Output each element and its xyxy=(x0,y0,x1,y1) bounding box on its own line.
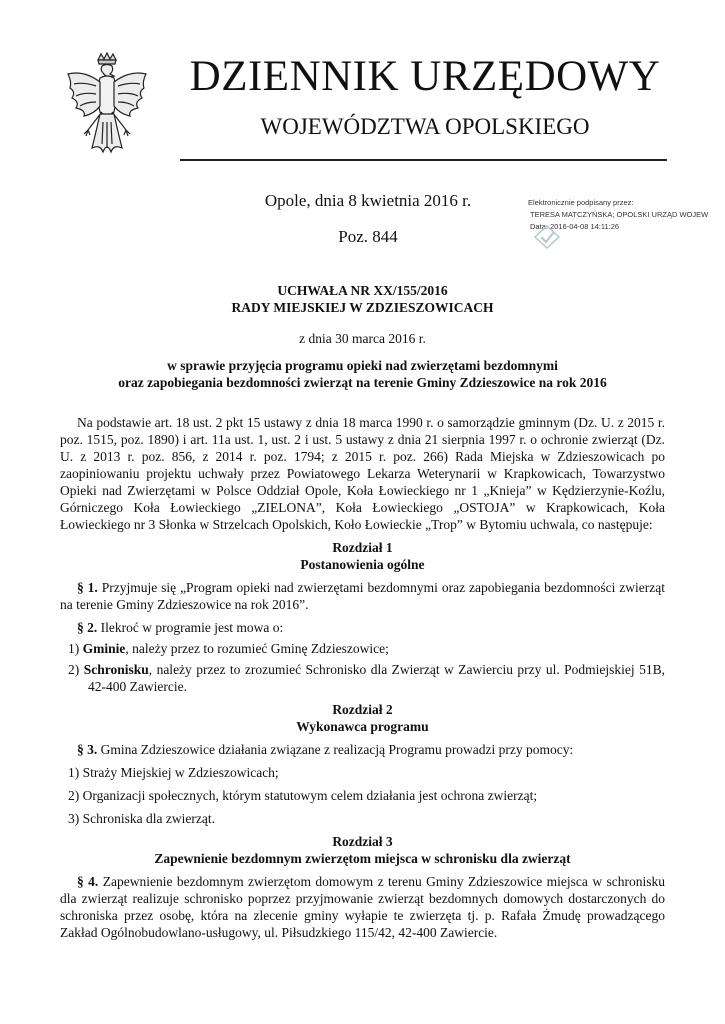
resolution-title xyxy=(60,282,665,316)
section-text: Zapewnienie bezdomnym zwierzętom domowym z terenu Gminy Zdzieszowice miejsca w schronisku dla zwierząt realizuje schronisko poprzez przyjmowanie zwierząt bezdomnych domowych dostarczonych do schroniska przez osobę, która na zlecenie gminy wyłapie te zwierzęta tj. p. Rafała Żmudę prowadzącego Zakład Ogólnobudowlano-usługowy, ul. Piłsudzkiego 115/42, 42-400 Zawiercie. xyxy=(60,874,665,940)
resolution-subject xyxy=(60,357,665,391)
place-and-date: Opole, dnia 8 kwietnia 2016 r. xyxy=(264,191,472,210)
chapter-title: Wykonawca programu xyxy=(296,719,429,734)
chapter-title: Postanowienia ogólne xyxy=(300,557,425,572)
section-text: Ilekroć w programie jest mowa o: xyxy=(97,620,284,635)
chapter-number: Rozdział 3 xyxy=(332,834,393,849)
list-item: 1) Straży Miejskiej w Zdzieszowicach; xyxy=(68,765,279,780)
section-text: Gmina Zdzieszowice działania związane z realizacją Programu prowadzi przy pomocy: xyxy=(97,742,574,757)
section-text: Przyjmuje się „Program opieki nad zwierzętami bezdomnymi oraz zapobiegania bezdomności zwierząt na terenie Gminy Zdzieszowice na rok 2016”. xyxy=(60,580,666,612)
signature-signer: TERESA MATCZYŃSKA; OPOLSKI URZĄD WOJEW xyxy=(530,210,709,219)
chapter-3-heading xyxy=(60,833,665,867)
preamble: Na podstawie art. 18 ust. 2 pkt 15 ustawy z dnia 18 marca 1990 r. o samorządzie gminnym (Dz. U. z 2015 r. poz. 1515, poz. 1890) i art. 11a ust. 1, ust. 2 i ust. 5 ustawy z dnia 21 sierpnia 1997 r. o ochronie zwierząt (Dz. U. z 2013 r. poz. 856, z 2014 r. poz. 1794; z 2015 r. poz. 266) Rada Miejska w Zdzieszowicach po zaopiniowaniu projektu uchwały przez Powiatowego Lekarza Weterynarii w Krapkowicach, Towarzystwo Opieki nad Zwierzętami w Polsce Oddział Opole, Koła Łowieckiego nr 1 „Knieja” w Kędzierzynie-Koźlu, Górniczego Koła Łowieckiego „ZIELONA”, Koła Łowieckiego „OSTOJA” w Krapkowicach, Koła Łowieckiego nr 3 Słonka w Strzelcach Opolskich, Koło Łowieckie „Trop” w Bytomiu uchwala, co następuje: xyxy=(60,415,665,532)
list-text: , należy przez to rozumieć Gminę Zdzieszowice; xyxy=(125,641,389,656)
section-3 xyxy=(60,741,665,758)
subject-line-2: oraz zapobiegania bezdomności zwierząt na terenie Gminy Zdzieszowice na rok 2016 xyxy=(118,375,607,390)
document-body xyxy=(60,414,665,941)
chapter-2-heading xyxy=(60,701,665,735)
section-label: § 4. xyxy=(77,874,99,889)
journal-title: DZIENNIK URZĘDOWY xyxy=(189,53,661,100)
section-label: § 1. xyxy=(77,580,98,595)
journal-subtitle: WOJEWÓDZTWA OPOLSKIEGO xyxy=(260,114,590,139)
coat-of-arms-eagle-icon xyxy=(62,52,152,162)
section-label: § 3. xyxy=(77,742,98,757)
list-number: 2) xyxy=(68,662,80,677)
resolution-number: UCHWAŁA NR XX/155/2016 xyxy=(277,283,448,298)
section-label: § 2. xyxy=(77,620,98,635)
chapter-1-heading xyxy=(60,539,665,573)
defined-term: Schronisku xyxy=(83,662,149,677)
subject-line-1: w sprawie przyjęcia programu opieki nad zwierzętami bezdomnymi xyxy=(167,358,558,373)
signature-valid-icon xyxy=(532,222,562,252)
list-item: 3) Schroniska dla zwierząt. xyxy=(68,811,215,826)
list-item xyxy=(60,640,665,657)
resolution-council: RADY MIEJSKIEJ W ZDZIESZOWICACH xyxy=(231,300,494,315)
signature-date: Data: 2016-04-08 14:11:26 xyxy=(530,222,620,231)
list-item xyxy=(60,661,665,695)
position-number: Poz. 844 xyxy=(338,227,398,246)
section-2 xyxy=(60,619,665,636)
signature-label: Elektronicznie podpisany przez: xyxy=(528,198,634,207)
section-1 xyxy=(60,579,665,613)
list-text: , należy przez to zrozumieć Schronisko dla Zwierząt w Zawierciu przy ul. Podmiejskiej 51B, 42-400 Zawiercie. xyxy=(88,662,665,694)
header-divider xyxy=(180,159,667,161)
list-item: 2) Organizacji społecznych, którym statutowym celem działania jest ochrona zwierząt; xyxy=(68,788,538,803)
section-4 xyxy=(60,873,665,941)
chapter-number: Rozdział 2 xyxy=(332,702,393,717)
chapter-title: Zapewnienie bezdomnym zwierzętom miejsca w schronisku dla zwierząt xyxy=(154,851,571,866)
resolution-date: z dnia 30 marca 2016 r. xyxy=(299,331,426,346)
list-number: 1) xyxy=(68,641,80,656)
chapter-number: Rozdział 1 xyxy=(332,540,393,555)
defined-term: Gminie xyxy=(82,641,126,656)
